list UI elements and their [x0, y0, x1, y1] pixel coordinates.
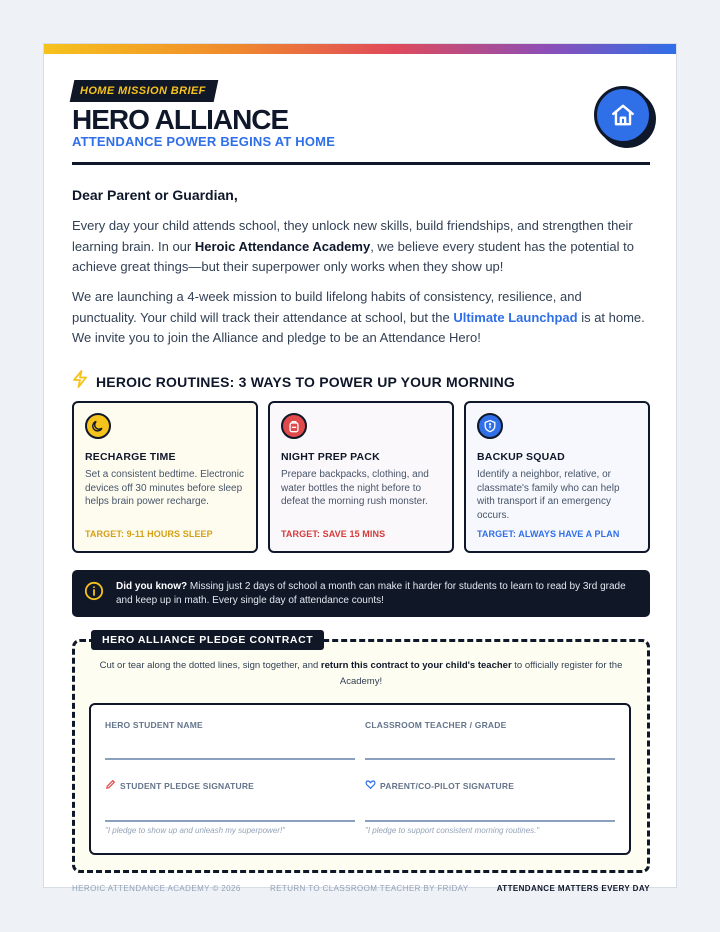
routines-heading: HEROIC ROUTINES: 3 WAYS TO POWER UP YOUR MORNING [72, 370, 515, 393]
parent-signature-field[interactable] [365, 779, 615, 835]
letter-paragraph-1: Every day your child attends school, they unlock new skills, build friendships, and strengthen their learning brain. In our Heroic Attendance Academy, we believe every student has the potential to achieve great things—but their superpower only works when they show up! [72, 218, 634, 274]
field-label: PARENT/CO-PILOT SIGNATURE [380, 780, 515, 791]
moon-icon [85, 413, 111, 439]
backpack-icon [281, 413, 307, 439]
gradient-top-bar [44, 44, 676, 54]
field-label: CLASSROOM TEACHER / GRADE [365, 720, 507, 730]
parent-pledge-hint: "I pledge to support consistent morning routines." [365, 825, 540, 835]
card-description: Set a consistent bedtime. Electronic devices off 30 minutes before sleep helps brain power recharge. [85, 469, 244, 507]
footer-return-note: RETURN TO CLASSROOM TEACHER BY FRIDAY [270, 884, 469, 893]
mission-brief-page [43, 43, 677, 893]
letter-paragraph-2: We are launching a 4-week mission to build lifelong habits of consistency, resilience, and punctuality. Your child will track their attendance at school, but the Ultimate Launchpad is at home. We invite you to join the Alliance and pledge to be an Attendance Hero! [72, 289, 645, 345]
lightning-icon [72, 370, 88, 393]
footer-copyright: HEROIC ATTENDANCE ACADEMY © 2026 [72, 884, 241, 893]
pledge-instructions: Cut or tear along the dotted lines, sign together, and return this contract to your child's teacher to officially register for the Academy! [99, 660, 623, 687]
info-icon [84, 581, 104, 606]
page-subtitle: ATTENDANCE POWER BEGINS AT HOME [72, 134, 336, 149]
pledge-title: HERO ALLIANCE PLEDGE CONTRACT [91, 630, 324, 650]
pencil-icon [105, 779, 116, 792]
field-label: STUDENT PLEDGE SIGNATURE [120, 780, 255, 791]
header-divider [72, 162, 650, 165]
field-label: HERO STUDENT NAME [105, 720, 203, 730]
card-title: NIGHT PREP PACK [281, 451, 380, 463]
student-name-field[interactable] [105, 720, 355, 760]
card-description: Prepare backpacks, clothing, and water bottles the night before to defeat the morning rush monster. [281, 469, 429, 507]
pledge-contract [72, 634, 650, 873]
academy-name: Heroic Attendance Academy [194, 238, 371, 254]
routine-card-prep [268, 401, 454, 553]
page-footer [72, 884, 650, 896]
student-pledge-hint: "I pledge to show up and unleash my superpower!" [105, 825, 286, 835]
card-target: TARGET: 9-11 HOURS SLEEP [85, 529, 213, 539]
callout-text: Did you know? Missing just 2 days of school a month can make it harder for students to learn to read by 3rd grade and keep up in math. Every single day of attendance counts! [116, 580, 626, 606]
mission-badge: HOME MISSION BRIEF [70, 80, 218, 102]
card-description: Identify a neighbor, relative, or classmate's family who can help with transport if an emergency occurs. [477, 469, 620, 521]
did-you-know-callout [72, 570, 650, 617]
routine-card-backup [464, 401, 650, 553]
card-target: TARGET: ALWAYS HAVE A PLAN [477, 529, 620, 539]
card-title: RECHARGE TIME [85, 451, 176, 463]
card-title: BACKUP SQUAD [477, 451, 565, 463]
pledge-form [89, 703, 631, 855]
launchpad-highlight: Ultimate Launchpad [453, 309, 578, 325]
heart-icon [365, 779, 376, 792]
write-line[interactable] [105, 758, 355, 760]
teacher-grade-field[interactable] [365, 720, 615, 760]
student-signature-field[interactable] [105, 779, 355, 835]
footer-slogan: ATTENDANCE MATTERS EVERY DAY [496, 884, 650, 893]
page-header [72, 80, 650, 166]
card-target: TARGET: SAVE 15 MINS [281, 529, 386, 539]
page-title: HERO ALLIANCE [72, 104, 289, 135]
routine-card-recharge [72, 401, 258, 553]
signature-line[interactable] [105, 820, 355, 822]
routine-cards [72, 401, 650, 553]
write-line[interactable] [365, 758, 615, 760]
home-icon [594, 86, 652, 144]
signature-line[interactable] [365, 820, 615, 822]
shield-icon [477, 413, 503, 439]
letter-greeting: Dear Parent or Guardian, [72, 187, 238, 203]
